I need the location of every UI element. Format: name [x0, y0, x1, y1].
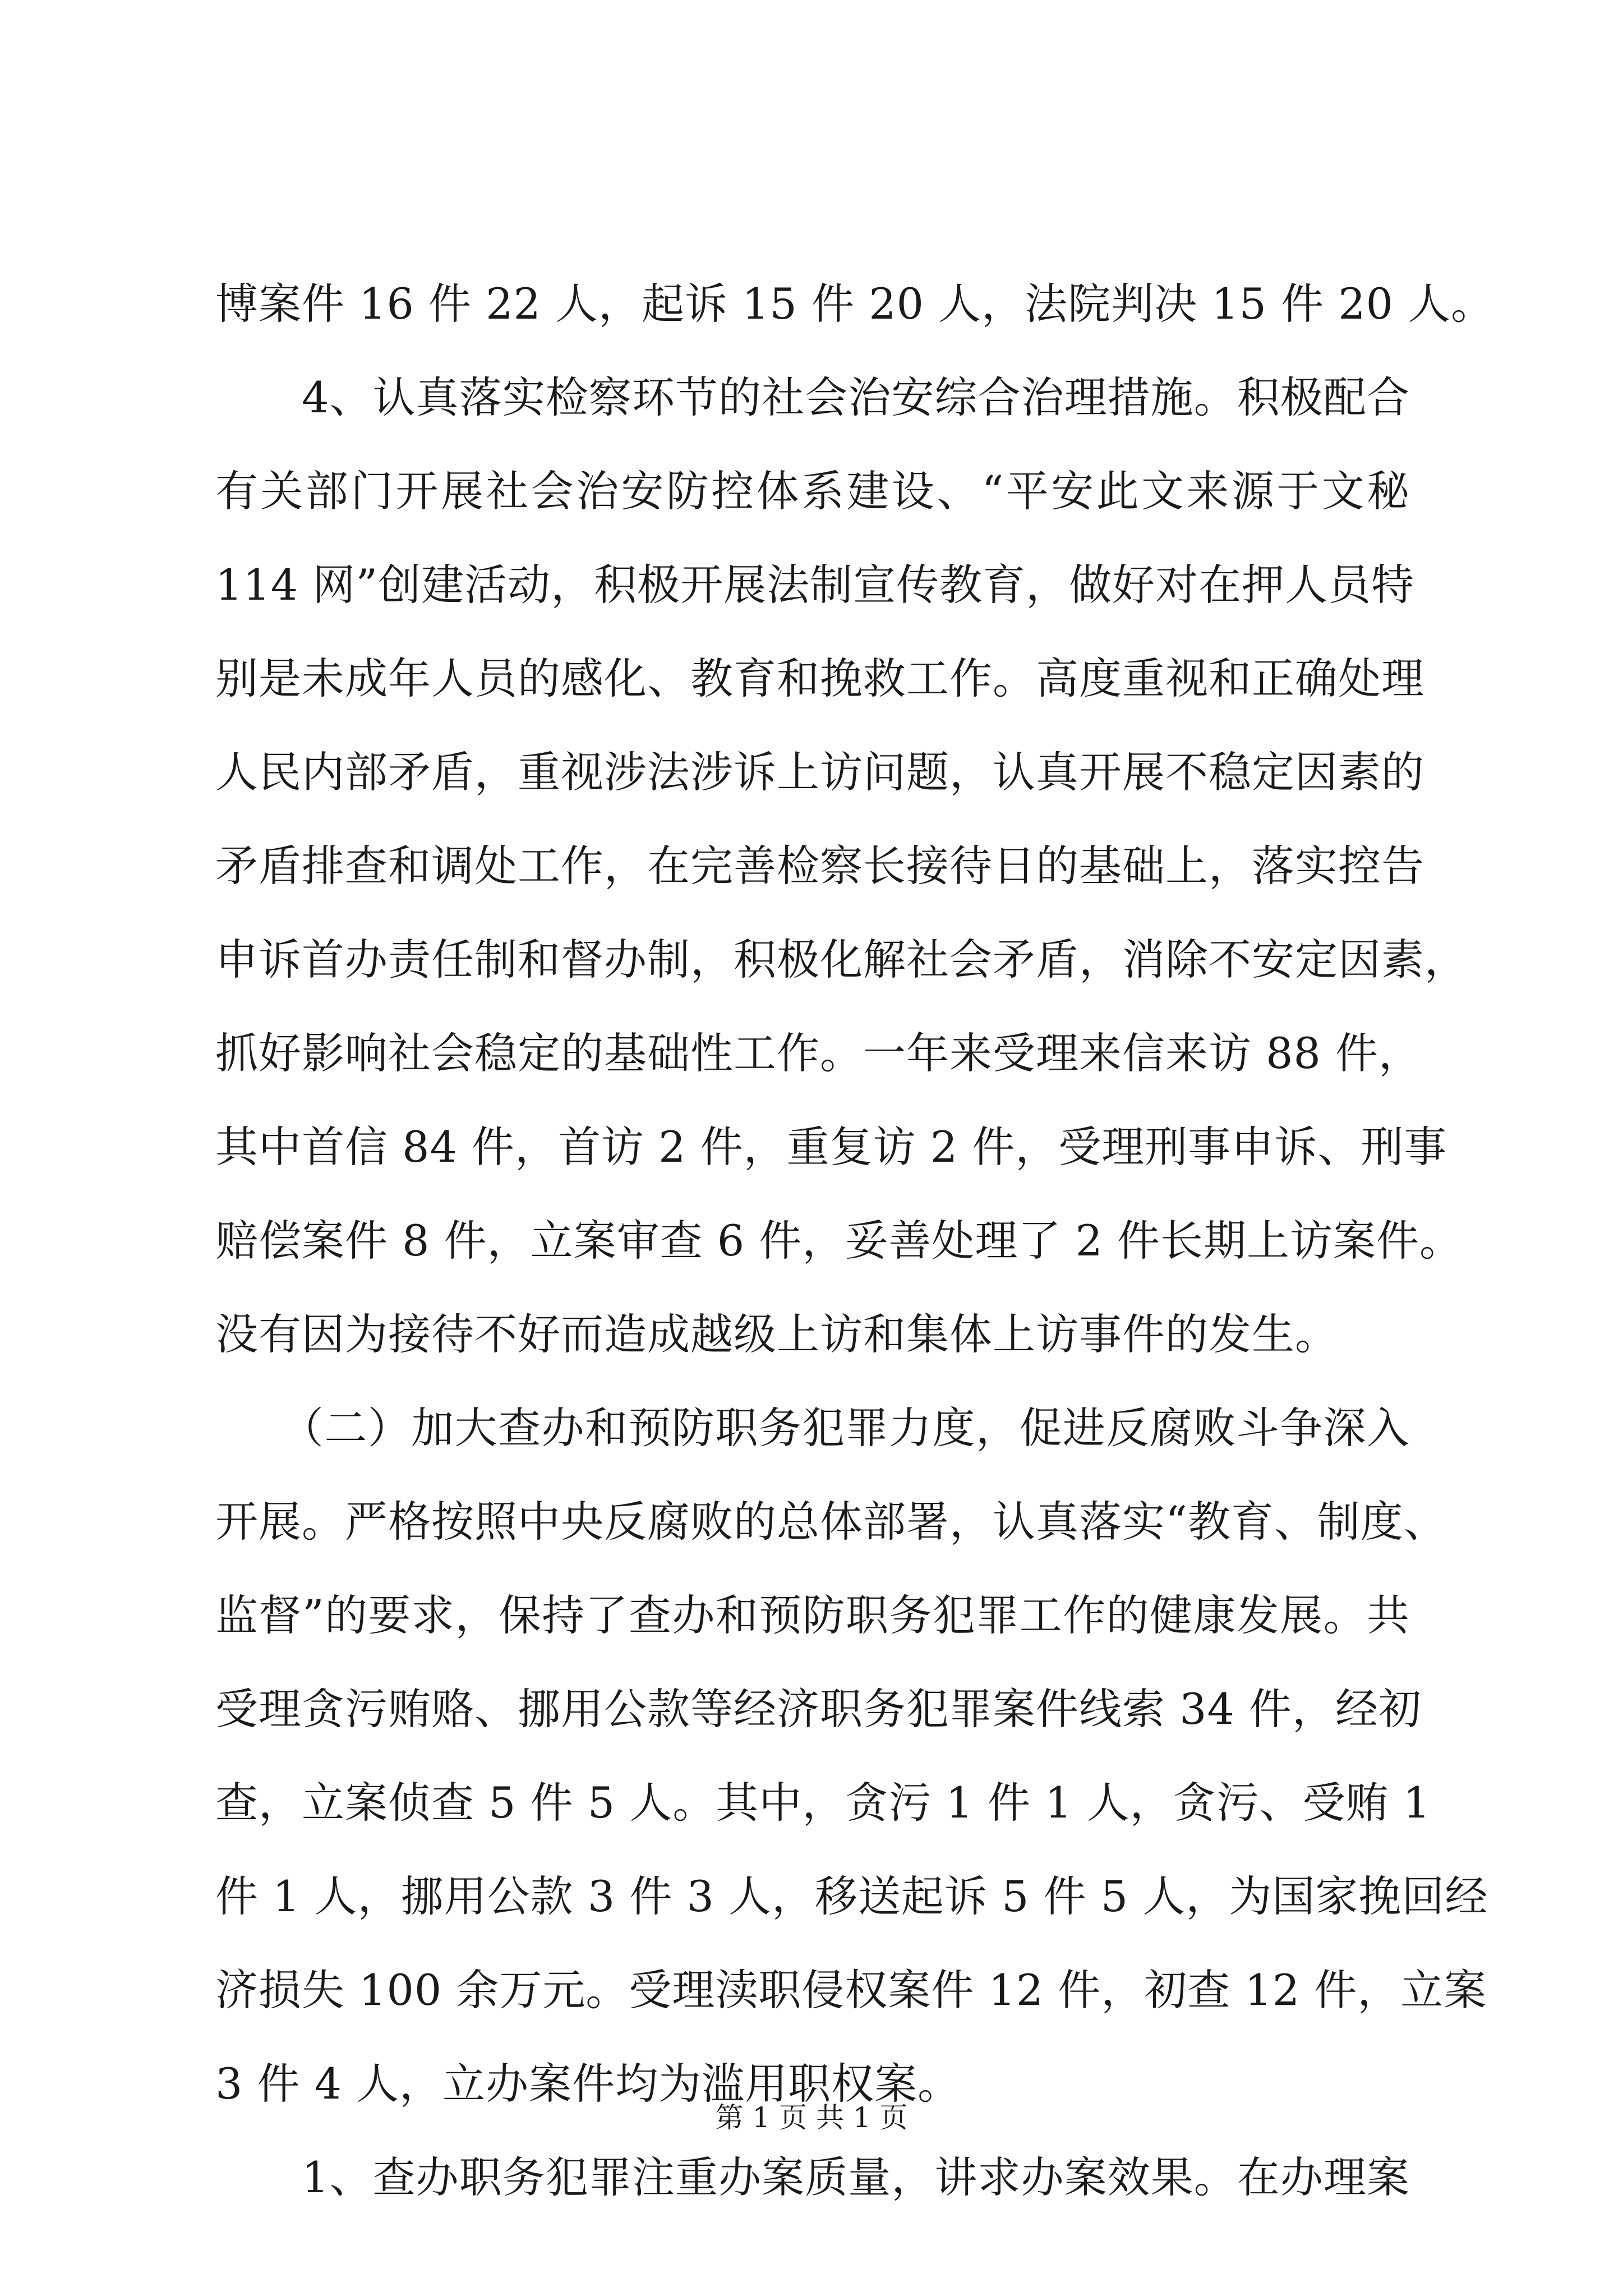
- text-line: 人民内部矛盾，重视涉法涉诉上访问题，认真开展不稳定因素的: [215, 747, 1424, 797]
- text-line: 矛盾排查和调处工作，在完善检察长接待日的基础上，落实控告: [215, 841, 1424, 891]
- page-number-label: 第 1 页 共 1 页: [715, 2101, 908, 2134]
- text-line: 1、查办职务犯罪注重办案质量，讲求办案效果。在办理案: [215, 2152, 1410, 2202]
- text-line: 监督”的要求，保持了查办和预防职务犯罪工作的健康发展。共: [215, 1590, 1410, 1640]
- text-line: 博案件 16 件 22 人，起诉 15 件 20 人，法院判决 15 件 20 人。: [215, 279, 1495, 329]
- text-line: 4、认真落实检察环节的社会治安综合治理措施。积极配合: [215, 372, 1410, 422]
- text-line: 其中首信 84 件，首访 2 件，重复访 2 件，受理刑事申诉、刑事: [215, 1122, 1447, 1172]
- text-line: 没有因为接待不好而造成越级上访和集体上访事件的发生。: [215, 1309, 1338, 1359]
- page-footer: [0, 2101, 1623, 2134]
- text-line: （二）加大查办和预防职务犯罪力度，促进反腐败斗争深入: [215, 1403, 1410, 1453]
- text-line: 114 网”创建活动，积极开展法制宣传教育，做好对在押人员特: [215, 560, 1415, 610]
- text-line: 件 1 人，挪用公款 3 件 3 人，移送起诉 5 件 5 人，为国家挽回经: [215, 1871, 1488, 1921]
- text-line: 开展。严格按照中央反腐败的总体部署，认真落实“教育、制度、: [215, 1497, 1447, 1547]
- text-line: 济损失 100 余万元。受理渎职侵权案件 12 件，初查 12 件，立案: [215, 1965, 1487, 2015]
- text-line: 申诉首办责任制和督办制，积极化解社会矛盾，消除不安定因素，: [215, 935, 1468, 984]
- body-text: [215, 257, 1495, 2224]
- text-line: 赔偿案件 8 件，立案审查 6 件，妥善处理了 2 件长期上访案件。: [215, 1216, 1463, 1266]
- text-line: 别是未成年人员的感化、教育和挽救工作。高度重视和正确处理: [215, 654, 1424, 703]
- text-line: 3 件 4 人，立办案件均为滥用职权案。: [215, 2059, 961, 2109]
- text-line: 查，立案侦查 5 件 5 人。其中，贪污 1 件 1 人，贪污、受贿 1: [215, 1778, 1431, 1828]
- text-line: 抓好影响社会稳定的基础性工作。一年来受理来信来访 88 件，: [215, 1028, 1422, 1078]
- text-line: 有关部门开展社会治安防控体系建设、“平安此文来源于文秘: [215, 466, 1410, 516]
- text-line: 受理贪污贿赂、挪用公款等经济职务犯罪案件线索 34 件，经初: [215, 1684, 1422, 1734]
